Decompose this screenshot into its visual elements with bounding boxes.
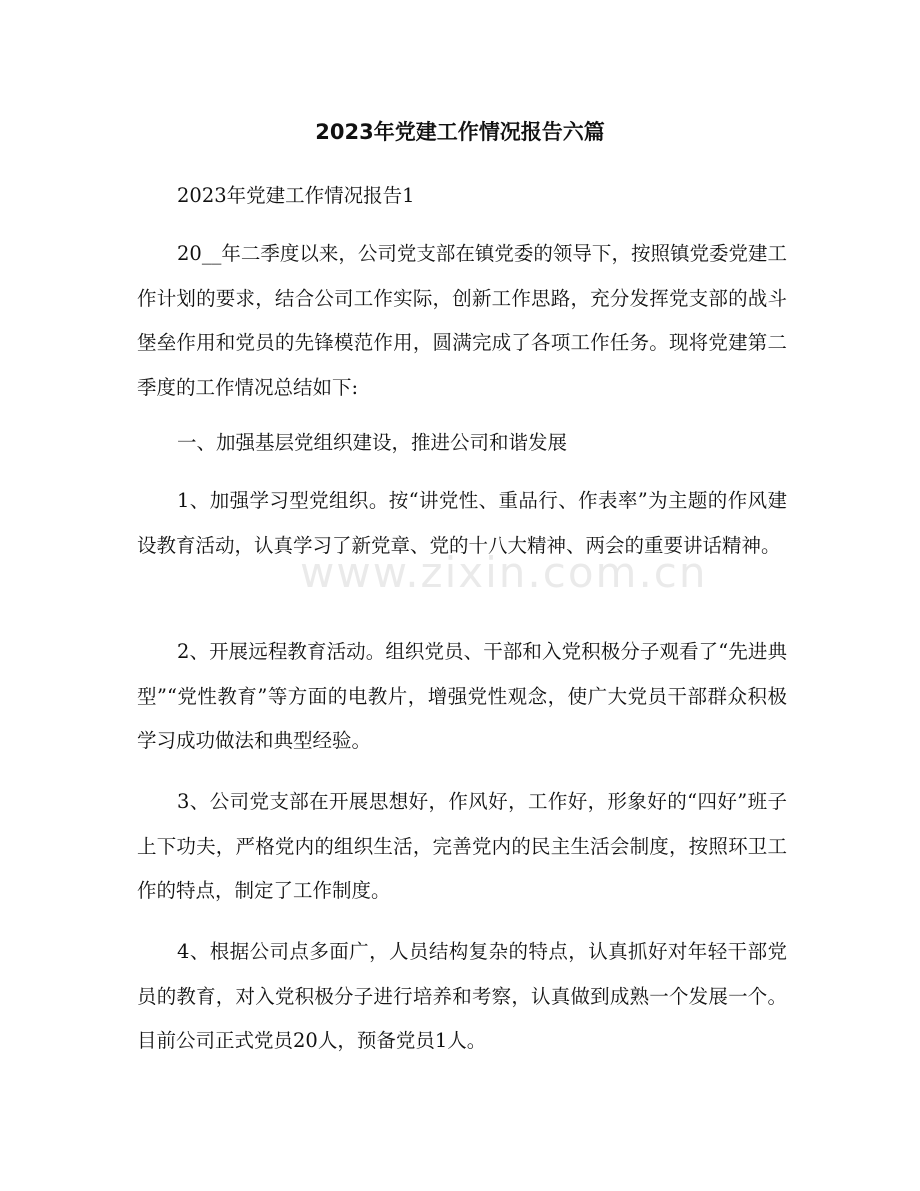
item-paragraph-2: 2、开展远程教育活动。组织党员、干部和入党积极分子观看了“先进典型”“党性教育”等方面的电教片，增强党性观念，使广大党员干部群众积极学习成功做法和典型经验。 xyxy=(137,640,787,752)
item-paragraph-4: 4、根据公司点多面广，人员结构复杂的特点，认真抓好对年轻干部党员的教育，对入党积极分子进行培养和考察，认真做到成熟一个发展一个。目前公司正式党员20人，预备党员1人。 xyxy=(137,940,787,1052)
section-heading: 一、加强基层党组织建设，推进公司和谐发展 xyxy=(177,431,568,454)
item-paragraph-1: 1、加强学习型党组织。按“讲党性、重品行、作表率”为主题的作风建设教育活动，认真学习了新党章、党的十八大精神、两会的重要讲话精神。 xyxy=(137,489,787,557)
document-title: 2023年党建工作情况报告六篇 xyxy=(315,120,605,144)
watermark: www.zixin.com.cn xyxy=(300,548,708,597)
report-subtitle: 2023年党建工作情况报告1 xyxy=(177,184,415,207)
item-paragraph-3: 3、公司党支部在开展思想好，作风好，工作好，形象好的“四好”班子上下功夫，严格党内的组织生活，完善党内的民主生活会制度，按照环卫工作的特点，制定了工作制度。 xyxy=(137,790,787,902)
intro-paragraph: 20__年二季度以来，公司党支部在镇党委的领导下，按照镇党委党建工作计划的要求，结合公司工作实际，创新工作思路，充分发挥党支部的战斗堡垒作用和党员的先锋模范作用，圆满完成了各项工作任务。现将党建第二季度的工作情况总结如下: xyxy=(137,242,787,399)
